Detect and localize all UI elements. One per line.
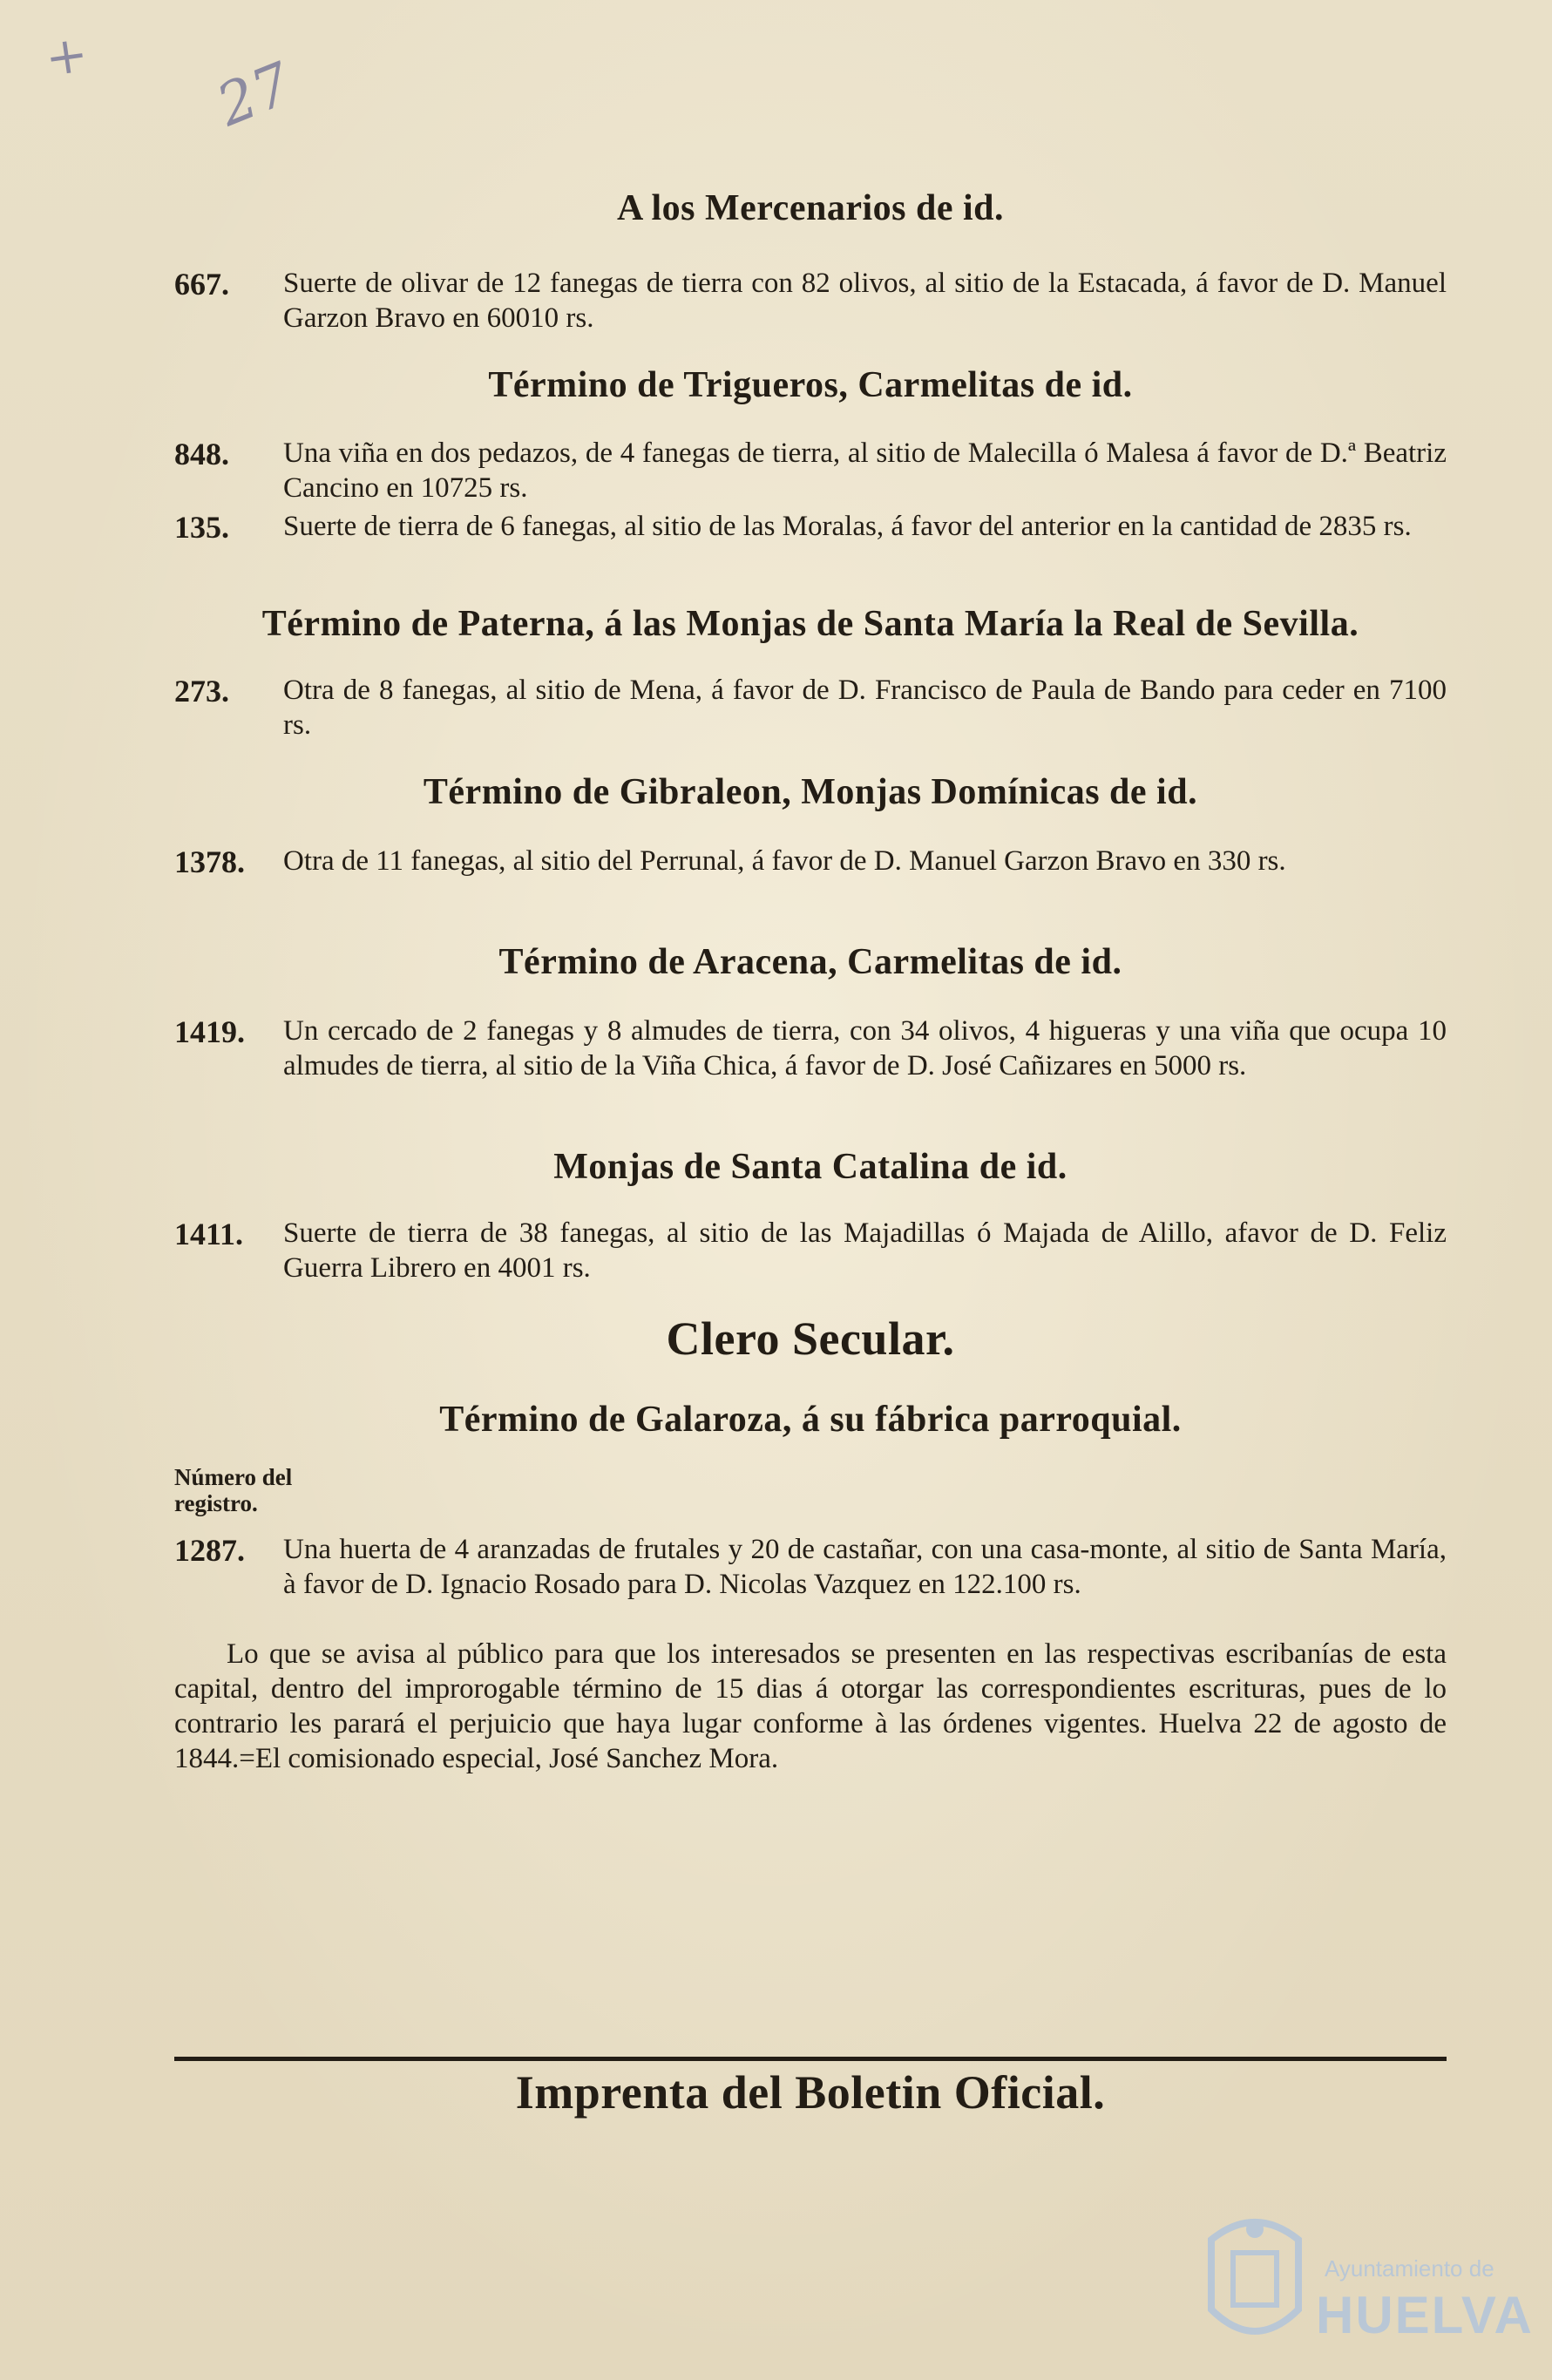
entry-number: 1411. [174, 1217, 244, 1251]
entry-number: 135. [174, 510, 229, 545]
huelva-watermark [1185, 2205, 1534, 2362]
entry-text: Una viña en dos pedazos, de 4 fanegas de tierra, al sitio de Malecilla ó Malesa á favor de D.ª Beatriz Cancino en 10725 rs. [283, 437, 1447, 504]
entry-text: Una huerta de 4 aranzadas de frutales y 20 de castañar, con una casa-monte, al sitio de Santa María, à favor de D. Ignacio Rosado para D. Nicolas Vazquez en 122.100 rs. [283, 1534, 1447, 1600]
entry-number: 273. [174, 674, 229, 709]
entry-number: 1378. [174, 844, 245, 879]
entry-text: Otra de 8 fanegas, al sitio de Mena, á favor de D. Francisco de Paula de Bando para ceder en 7100 rs. [283, 675, 1447, 741]
entry-number: 848. [174, 437, 229, 471]
watermark-title: HUELVA [1316, 2286, 1534, 2344]
coat-of-arms-icon [1203, 2205, 1307, 2353]
section-heading-clero: Clero Secular. [666, 1312, 955, 1365]
section-heading-aracena: Término de Aracena, Carmelitas de id. [498, 942, 1122, 982]
section-heading-trigueros: Término de Trigueros, Carmelitas de id. [488, 365, 1133, 405]
handwritten-mark: + [41, 23, 92, 89]
watermark-label: Ayuntamiento de [1325, 2255, 1494, 2282]
numero-registro-label: Número del registro. [174, 1464, 293, 1516]
notice-paragraph: Lo que se avisa al público para que los interesados se presenten en las respectivas escribanías de esta capital, dentro del improrogable término de 15 dias á otorgar las correspondientes escrituras, pues de lo contrario les parará el perjuicio que haya lugar conforme à las órdenes vigentes. Huelva 22 de agosto de 1844.=El comisionado especial, José Sanchez Mora. [174, 1638, 1447, 1774]
section-heading-mercenarios: A los Mercenarios de id. [616, 188, 1005, 228]
entry-number: 667. [174, 267, 229, 302]
entry-text: Otra de 11 fanegas, al sitio del Perrunal, á favor de D. Manuel Garzon Bravo en 330 rs. [283, 845, 1286, 877]
entry-text: Suerte de tierra de 38 fanegas, al sitio de las Majadillas ó Majada de Alillo, afavor de D. Feliz Guerra Librero en 4001 rs. [283, 1217, 1447, 1284]
entry-number: 1287. [174, 1533, 245, 1568]
entry-number: 1419. [174, 1014, 245, 1049]
section-heading-galaroza: Término de Galaroza, á su fábrica parroquial. [439, 1400, 1182, 1440]
section-heading-catalina: Monjas de Santa Catalina de id. [553, 1147, 1067, 1187]
section-heading-paterna: Término de Paterna, á las Monjas de Santa María la Real de Sevilla. [261, 604, 1359, 644]
entry-text: Un cercado de 2 fanegas y 8 almudes de tierra, con 34 olivos, 4 higueras y una viña que ocupa 10 almudes de tierra, al sitio de la Viña Chica, á favor de D. José Cañizares en 5000 rs. [283, 1015, 1447, 1082]
section-heading-gibraleon: Término de Gibraleon, Monjas Domínicas de id. [423, 772, 1198, 812]
closing-rule [174, 2057, 1447, 2061]
imprint: Imprenta del Boletin Oficial. [515, 2066, 1106, 2119]
handwritten-page-number: 27 [207, 50, 302, 139]
entry-text: Suerte de tierra de 6 fanegas, al sitio de las Moralas, á favor del anterior en la cantidad de 2835 rs. [283, 511, 1412, 542]
entry-text: Suerte de olivar de 12 fanegas de tierra con 82 olivos, al sitio de la Estacada, á favor de D. Manuel Garzon Bravo en 60010 rs. [283, 268, 1447, 334]
